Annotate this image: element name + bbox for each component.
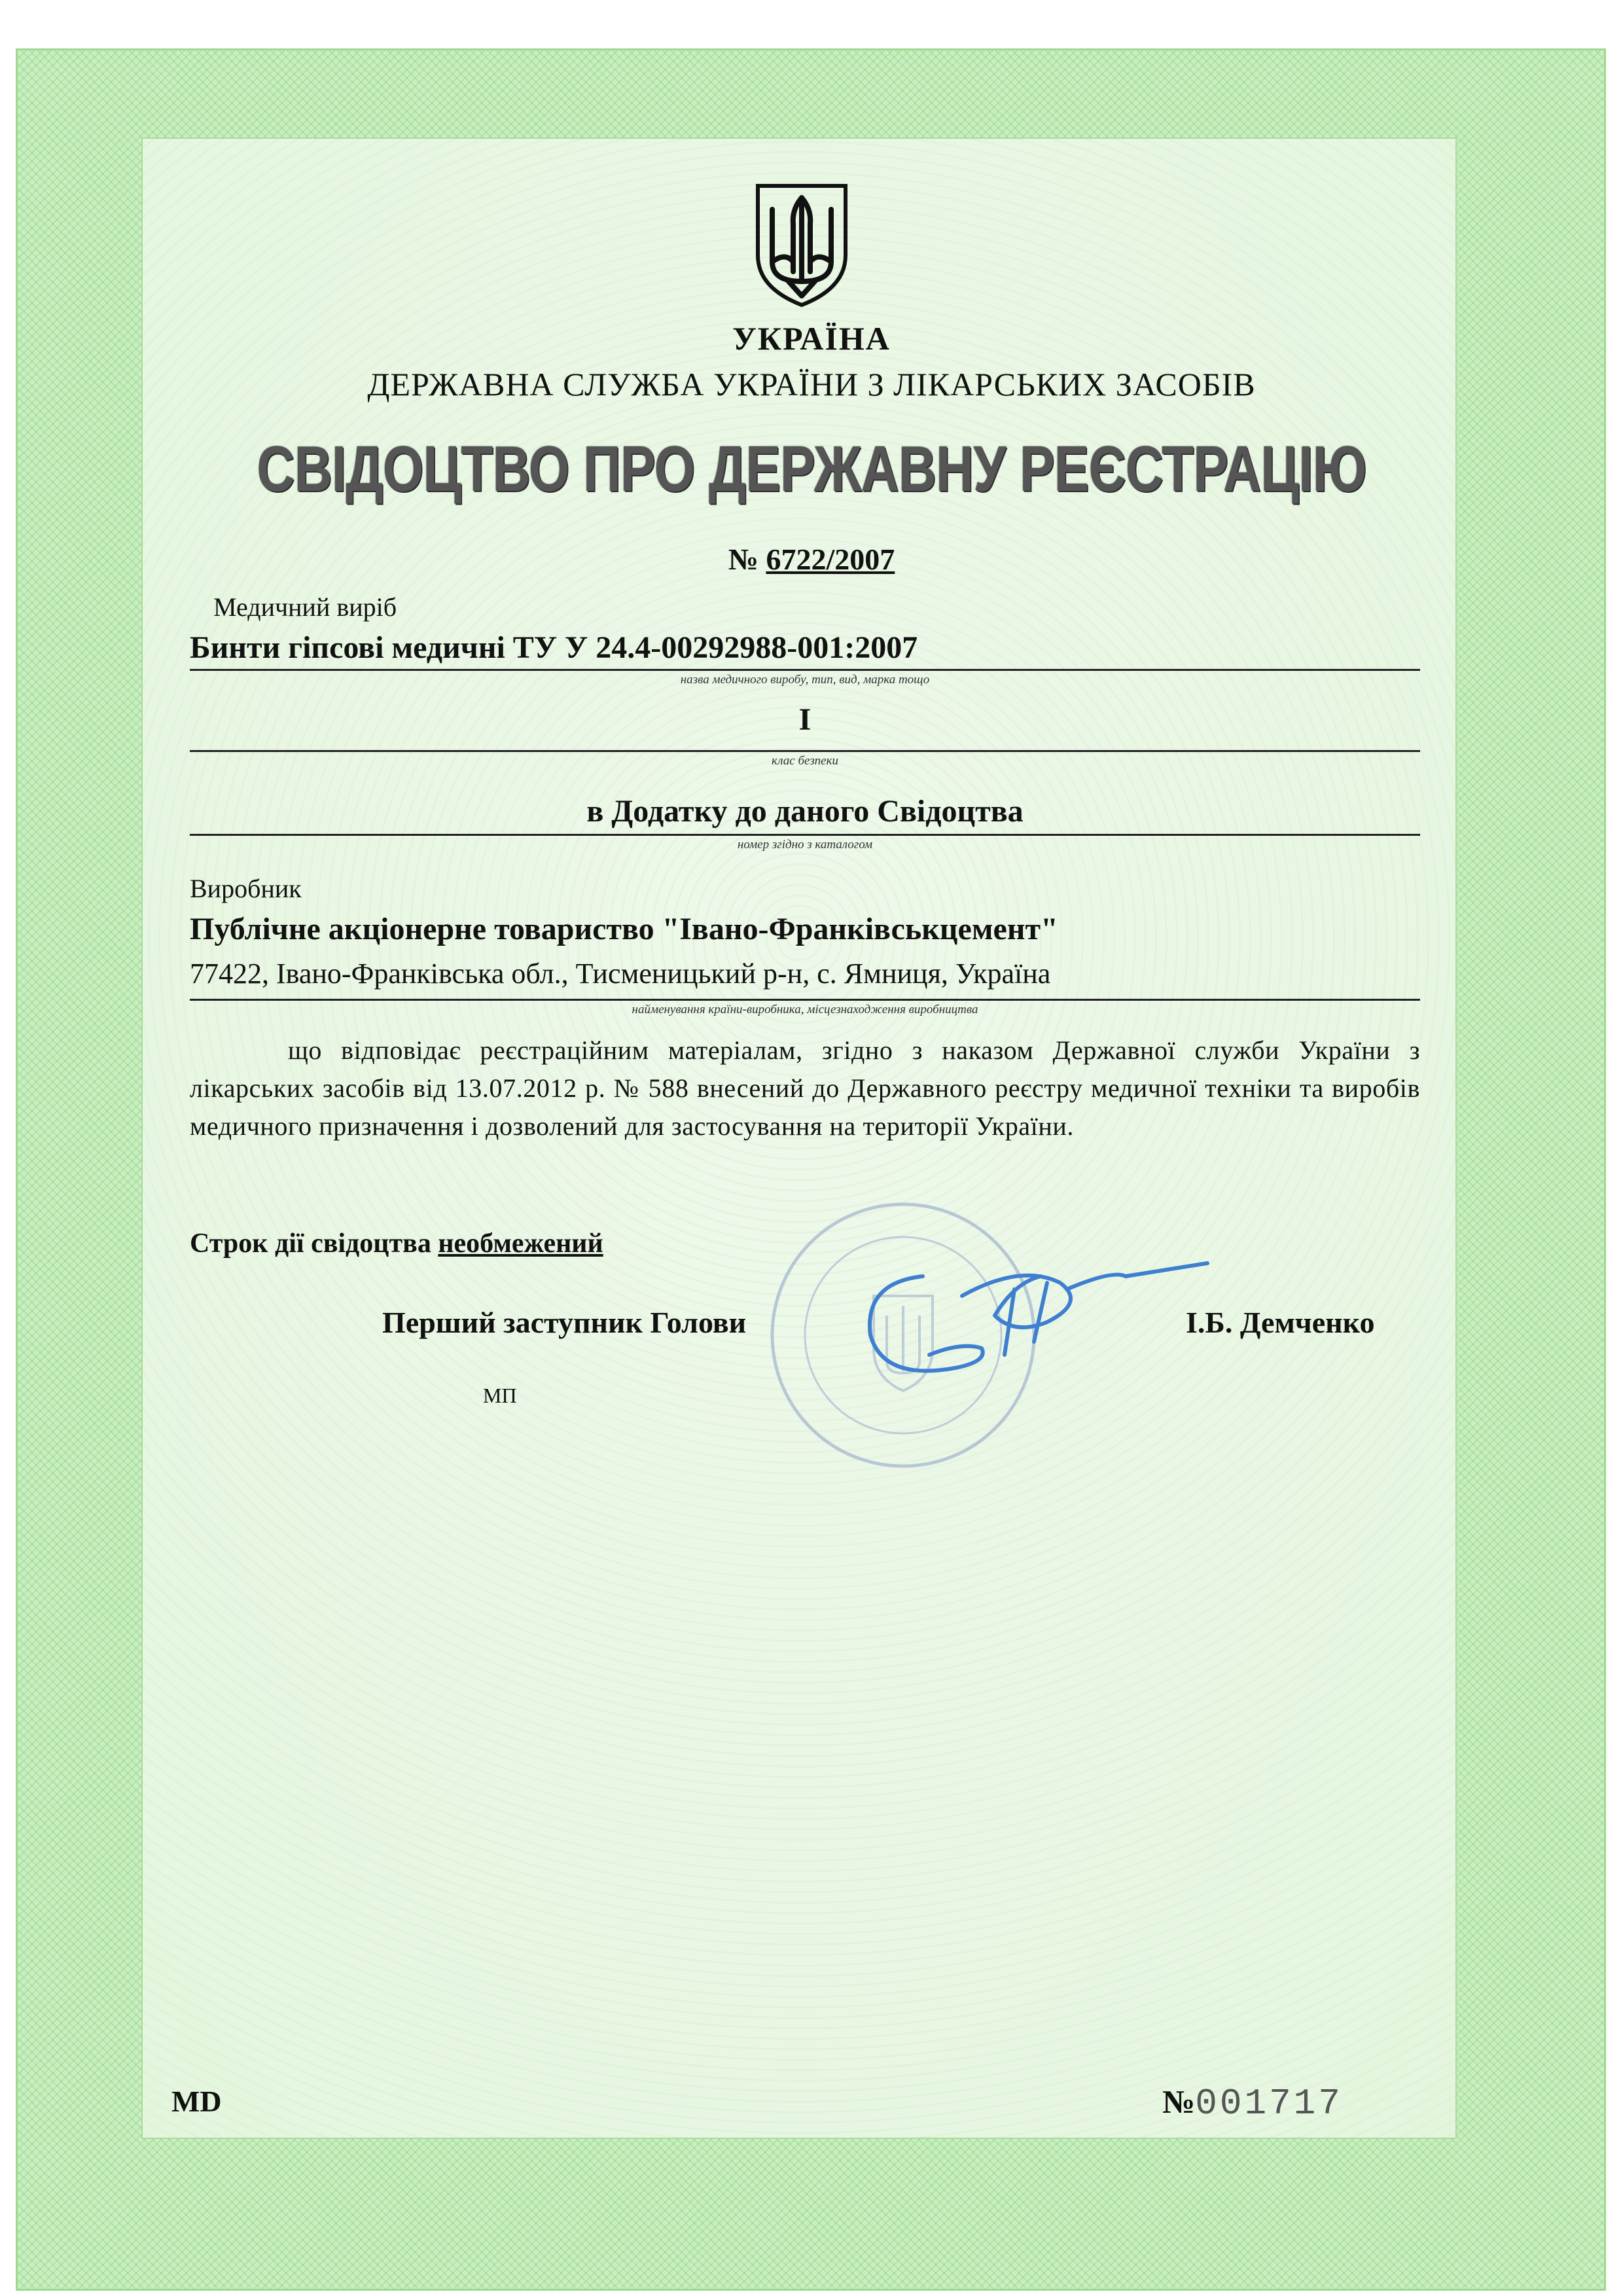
series-code: MD (171, 2085, 222, 2118)
manufacturer-rule (190, 999, 1420, 1001)
catalog-caption: номер згідно з каталогом (737, 838, 873, 852)
catalog-rule (190, 834, 1420, 836)
manufacturer-label: Виробник (190, 874, 302, 903)
product-name: Бинти гіпсові медичні ТУ У 24.4-00292988-001:2007 (190, 630, 918, 665)
trident-icon (753, 183, 851, 308)
validity-line (190, 1228, 603, 1259)
serial-digits: 001717 (1195, 2083, 1343, 2125)
signatory-name: І.Б. Демченко (1186, 1306, 1375, 1339)
number-value: 6722/2007 (766, 543, 895, 576)
manufacturer-name: Публічне акціонерне товариство "Івано-Франківськцемент" (190, 912, 1058, 946)
safety-class: І (798, 702, 812, 737)
product-label: Медичний виріб (213, 592, 397, 622)
manufacturer-address: 77422, Івано-Франківська обл., Тисменицький р-н, с. Ямниця, Україна (190, 958, 1051, 990)
certificate-number (0, 542, 1623, 577)
validity-value: необмежений (438, 1229, 603, 1259)
compliance-text: що відповідає реєстраційним матеріалам, згідно з наказом Державної служби України з лікарських засобів від 13.07.2012 р. № 588 внесений до Державного реєстру медичної техніки та виробів медичного призначення і дозволений для застосування на території України. (190, 1035, 1420, 1141)
catalog-number: в Додатку до даного Свідоцтва (586, 794, 1024, 829)
serial-number (1162, 2083, 1343, 2125)
serial-prefix: № (1162, 2083, 1196, 2120)
number-prefix: № (728, 543, 758, 576)
compliance-statement (190, 1031, 1420, 1145)
validity-label: Строк дії свідоцтва (190, 1229, 431, 1259)
safety-class-rule (190, 750, 1420, 752)
country-heading: УКРАЇНА (732, 320, 891, 357)
safety-class-caption: клас безпеки (772, 754, 838, 768)
manufacturer-caption: найменування країни-виробника, місцезнаходження виробництва (632, 1003, 978, 1016)
signatory-position: Перший заступник Голови (382, 1306, 747, 1339)
agency-heading: ДЕРЖАВНА СЛУЖБА УКРАЇНИ З ЛІКАРСЬКИХ ЗАСОБІВ (367, 366, 1256, 403)
document-title: СВІДОЦТВО ПРО ДЕРЖАВНУ РЕЄСТРАЦІЮ (257, 433, 1366, 505)
seal-mark: МП (483, 1384, 517, 1407)
product-caption: назва медичного виробу, тип, вид, марка тощо (680, 673, 930, 687)
product-rule (190, 669, 1420, 671)
handwritten-signature (851, 1244, 1217, 1414)
